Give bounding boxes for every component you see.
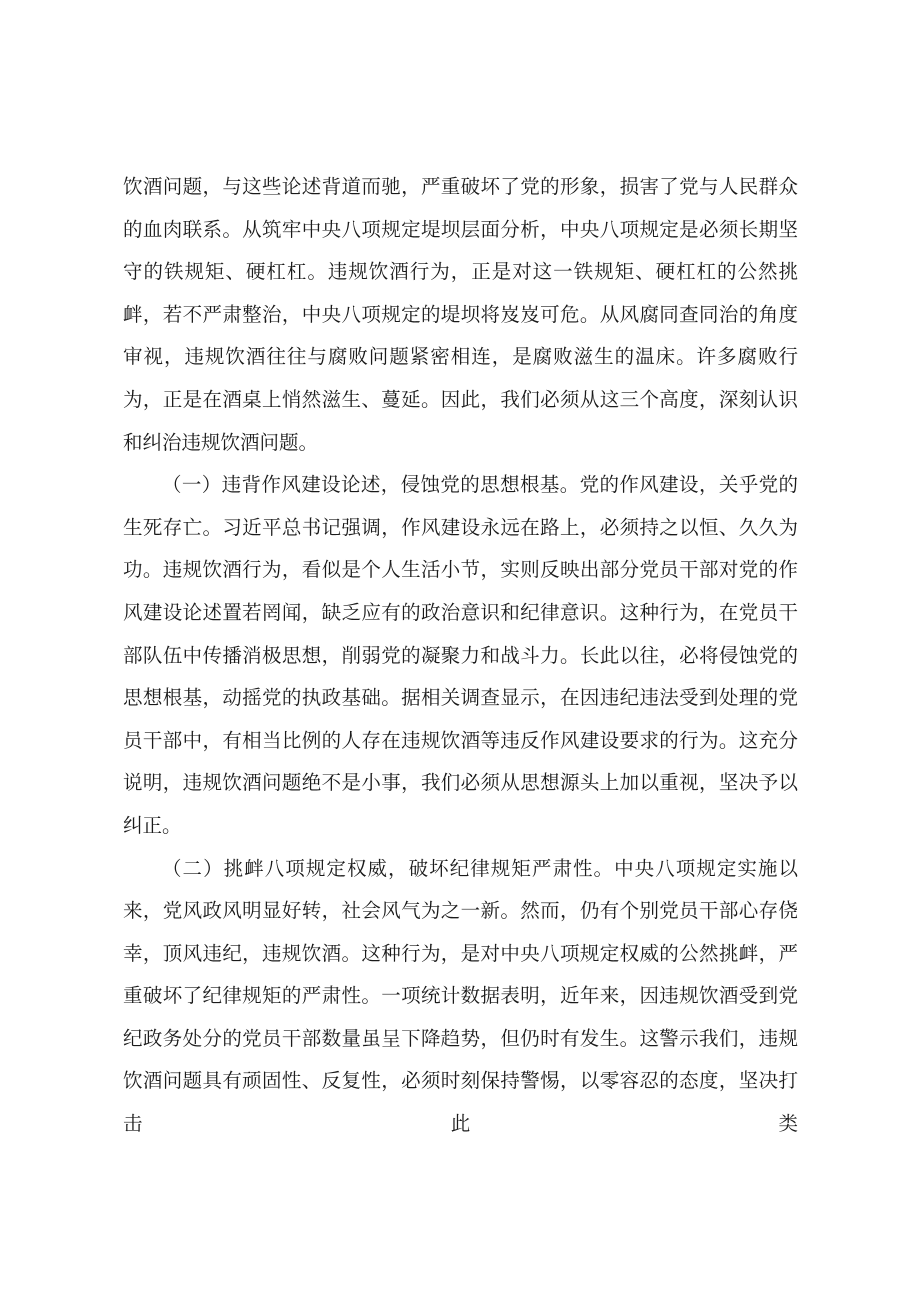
paragraph-section-1: （一）违背作风建设论述，侵蚀党的思想根基。党的作风建设，关乎党的生死存亡。习近平总书记强调，作风建设永远在路上，必须持之以恒、久久为功。违规饮酒行为，看似是个人生活小节，实则反映出部分党员干部对党的作风建设论述置若罔闻，缺乏应有的政治意识和纪律意识。这种行为，在党员干部队伍中传播消极思想，削弱党的凝聚力和战斗力。长此以往，必将侵蚀党的思想根基，动摇党的执政基础。据相关调查显示，在因违纪违法受到处理的党员干部中，有相当比例的人存在违规饮酒等违反作风建设要求的行为。这充分说明，违规饮酒问题绝不是小事，我们必须从思想源头上加以重视，坚决予以纠正。 [123, 473, 798, 837]
paragraph-section-2: （二）挑衅八项规定权威，破坏纪律规矩严肃性。中央八项规定实施以来，党风政风明显好转，社会风气为之一新。然而，仍有个别党员干部心存侥幸，顶风违纪，违规饮酒。这种行为，是对中央八项规定权威的公然挑衅，严重破坏了纪律规矩的严肃性。一项统计数据表明，近年来，因违规饮酒受到党纪政务处分的党员干部数量虽呈下降趋势，但仍时有发生。这警示我们，违规饮酒问题具有顽固性、反复性，必须时刻保持警惕，以零容忍的态度，坚决打击此类 [123, 856, 798, 1136]
document-body [123, 166, 798, 1146]
paragraph-continued: 饮酒问题，与这些论述背道而驰，严重破坏了党的形象，损害了党与人民群众的血肉联系。从筑牢中央八项规定堤坝层面分析，中央八项规定是必须长期坚守的铁规矩、硬杠杠。违规饮酒行为，正是对这一铁规矩、硬杠杠的公然挑衅，若不严肃整治，中央八项规定的堤坝将岌岌可危。从风腐同查同治的角度审视，违规饮酒往往与腐败问题紧密相连，是腐败滋生的温床。许多腐败行为，正是在酒桌上悄然滋生、蔓延。因此，我们必须从这三个高度，深刻认识和纠治违规饮酒问题。 [123, 175, 798, 454]
